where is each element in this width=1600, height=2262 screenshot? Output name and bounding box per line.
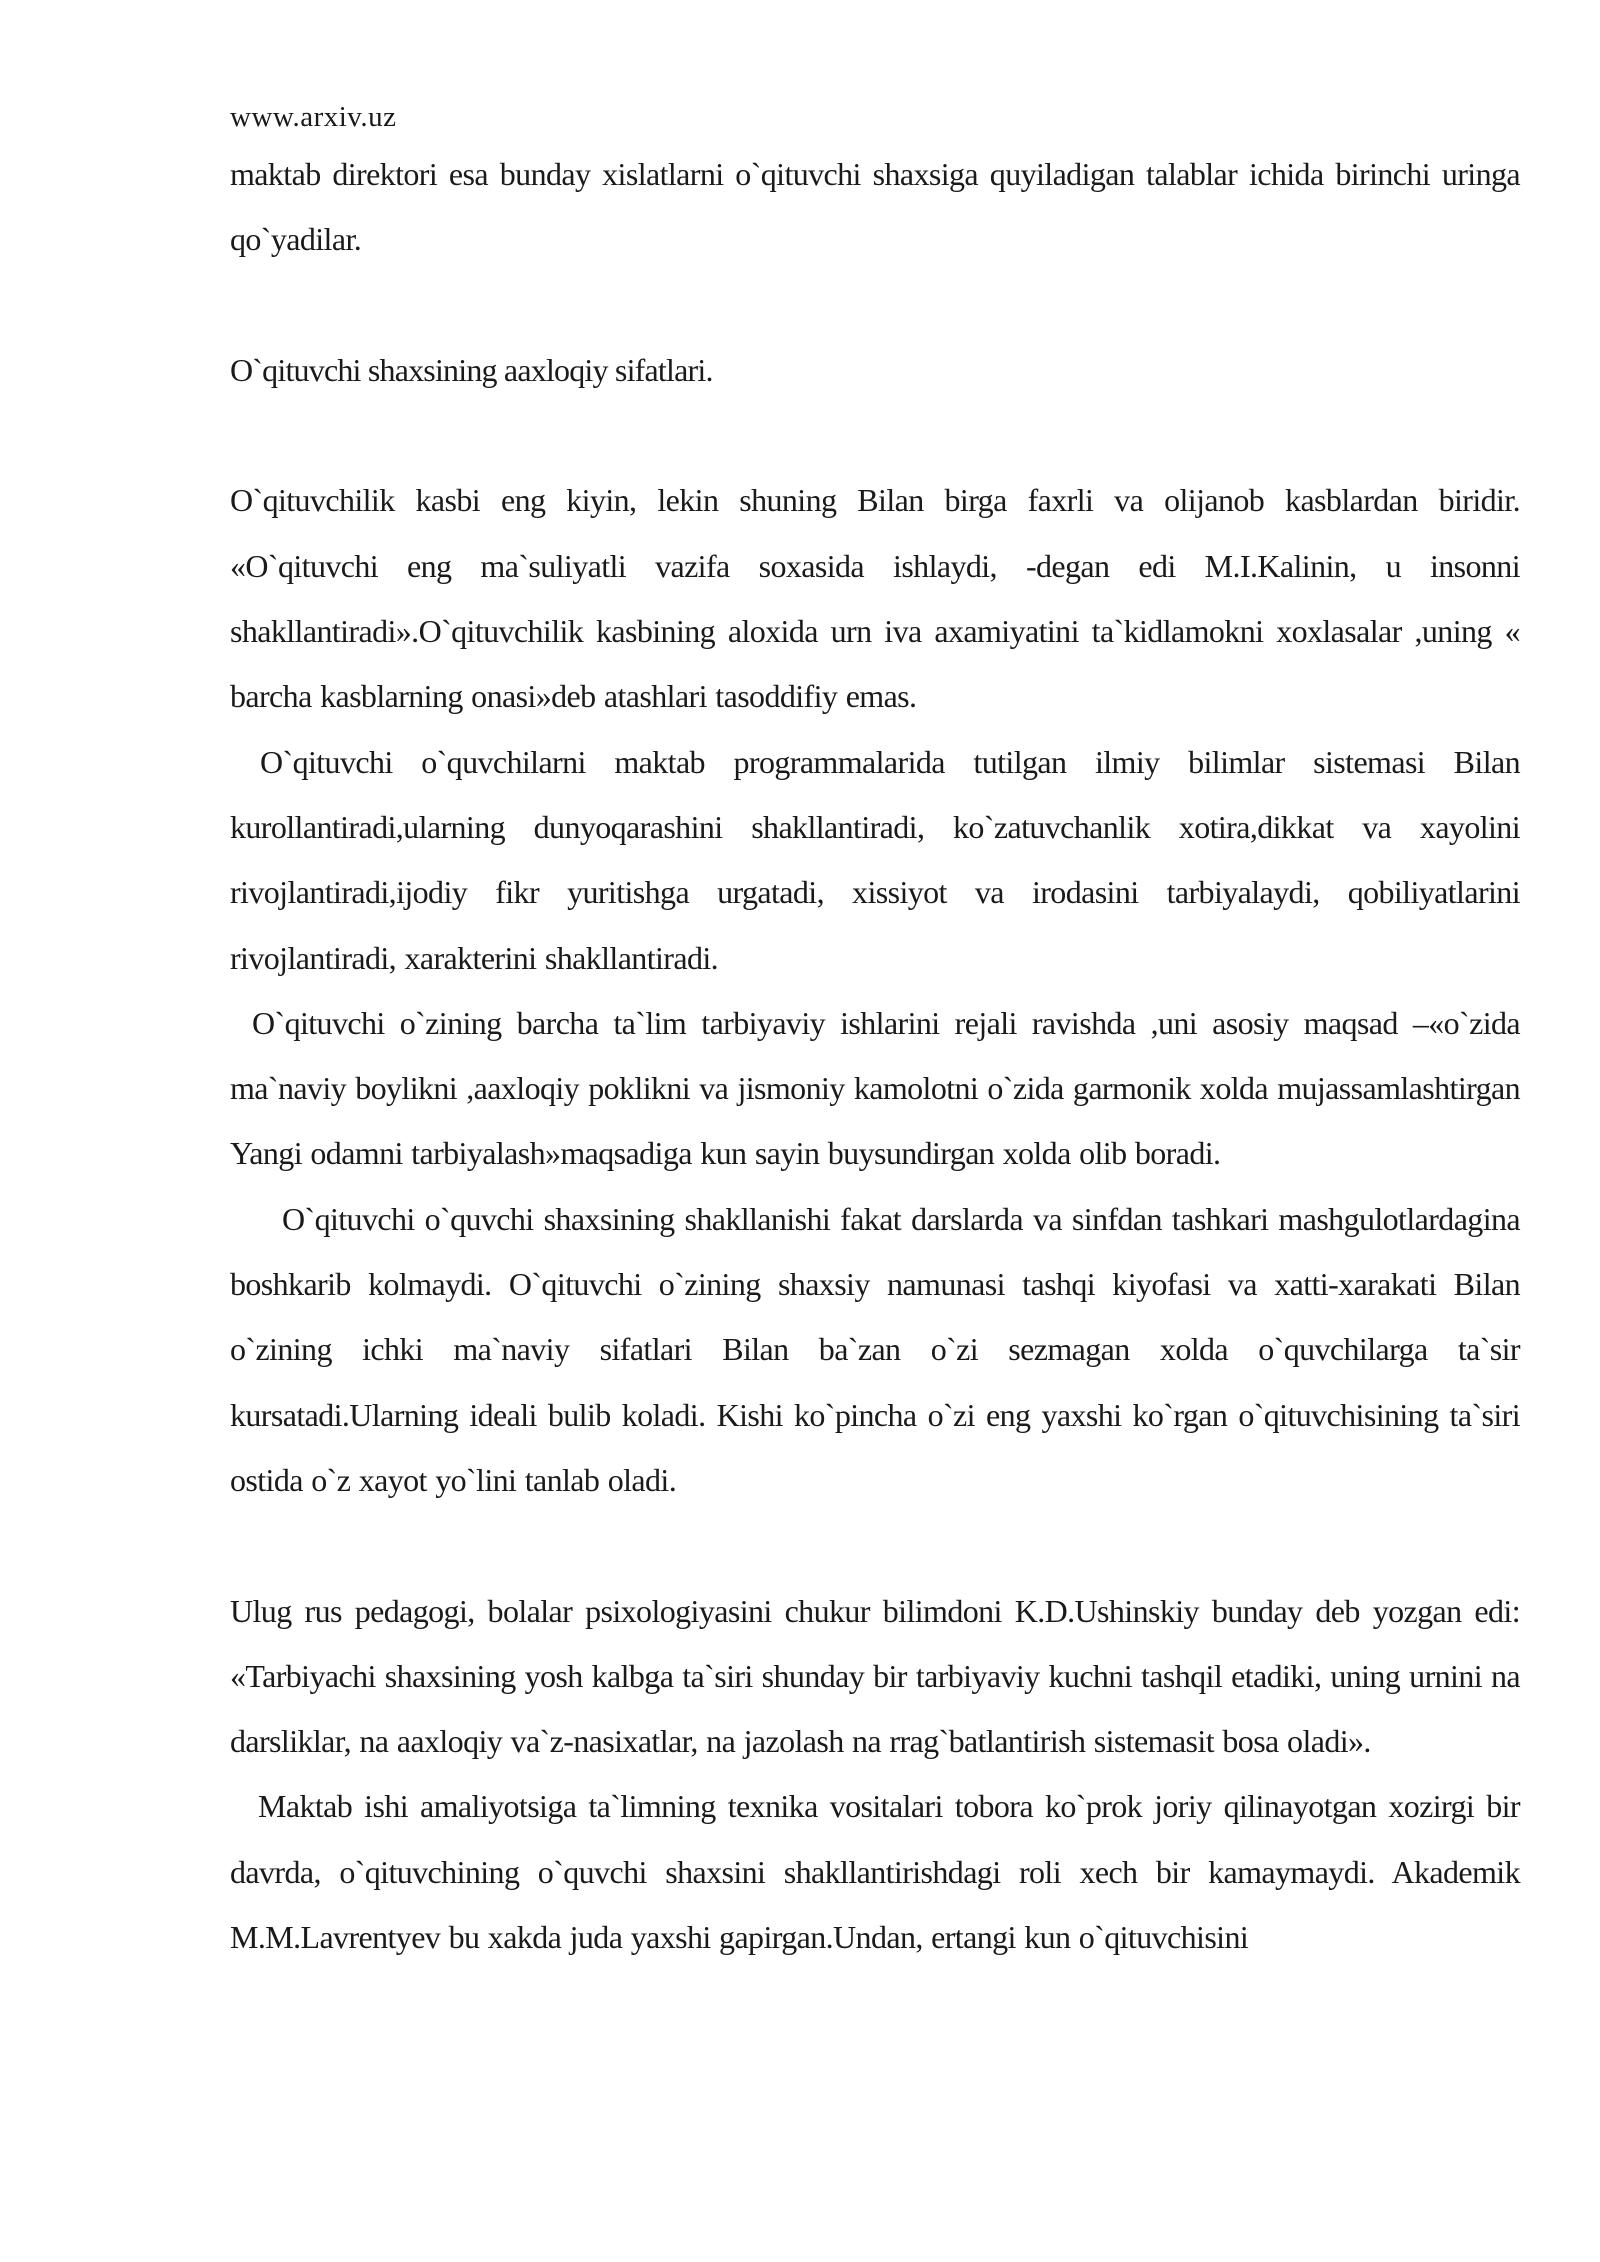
paragraph-6: Maktab ishi amaliyotsiga ta`limning texnika vositalari tobora ko`prok joriy qilinayotgan xozirgi bir davrda, o`qituvchining o`quvchi shaxsini shakllantirishdagi roli xech bir kamaymaydi. Akademik M.M.Lavrentyev bu xakda juda yaxshi gapirgan.Undan, ertangi kun o`qituvchisini (230, 1788, 1520, 1956)
paragraph-intro: maktab direktori esa bunday xislatlarni o`qituvchi shaxsiga quyiladigan talablar ichida birinchi uringa qo`yadilar. (230, 156, 1520, 258)
paragraph-3: O`qituvchi o`zining barcha ta`lim tarbiyaviy ishlarini rejali ravishda ,uni asosiy maqsad –«o`zida ma`naviy boylikni ,aaxloqiy poklikni va jismoniy kamolotni o`zida garmonik xolda mujassamlashtirgan Yangi odamni tarbiyalash»maqsadiga kun sayin buysundirgan xolda olib boradi. (230, 1004, 1520, 1172)
site-url-header: www.arxiv.uz (230, 101, 397, 133)
document-page (230, 92, 1520, 1970)
paragraph-4: O`qituvchi o`quvchi shaxsining shakllanishi fakat darslarda va sinfdan tashkari mashgulotlardagina boshkarib kolmaydi. O`qituvchi o`zining shaxsiy namunasi tashqi kiyofasi va xatti-xarakati Bilan o`zining ichki ma`naviy sifatlari Bilan ba`zan o`zi sezmagan xolda o`quvchilarga ta`sir kursatadi.Ularning ideali bulib koladi. Kishi ko`pincha o`zi eng yaxshi ko`rgan o`qituvchisining ta`siri ostida o`z xayot yo`lini tanlab oladi. (230, 1200, 1520, 1498)
paragraph-1: O`qituvchilik kasbi eng kiyin, lekin shuning Bilan birga faxrli va olijanob kasblardan biridir. «O`qituvchi eng ma`suliyatli vazifa soxasida ishlaydi, -degan edi M.I.Kalinin, u insonni shakllantiradi».O`qituvchilik kasbining aloxida urn iva axamiyatini ta`kidlamokni xoxlasalar ,uning « barcha kasblarning onasi»deb atashlari tasoddifiy emas. (230, 482, 1520, 715)
spacer (230, 403, 1520, 468)
paragraph-2: O`qituvchi o`quvchilarni maktab programmalarida tutilgan ilmiy bilimlar sistemasi Bilan kurollantiradi,ularning dunyoqarashini shakllantiradi, ko`zatuvchanlik xotira,dikkat va xayolini rivojlantiradi,ijodiy fikr yuritishga urgatadi, xissiyot va irodasini tarbiyalaydi, qobiliyatlarini rivojlantiradi, xarakterini shakllantiradi. (230, 743, 1520, 976)
spacer (230, 273, 1520, 338)
section-heading: O`qituvchi shaxsining aaxloqiy sifatlari. (230, 351, 713, 388)
paragraph-5: Ulug rus pedagogi, bolalar psixologiyasini chukur bilimdoni K.D.Ushinskiy bunday deb yozgan edi: «Tarbiyachi shaxsining yosh kalbga ta`siri shunday bir tarbiyaviy kuchni tashqil etadiki, uning urnini na darsliklar, na aaxloqiy va`z-nasixatlar, na jazolash na rrag`batlantirish sistemasit bosa oladi». (230, 1592, 1520, 1760)
spacer (230, 1513, 1520, 1578)
